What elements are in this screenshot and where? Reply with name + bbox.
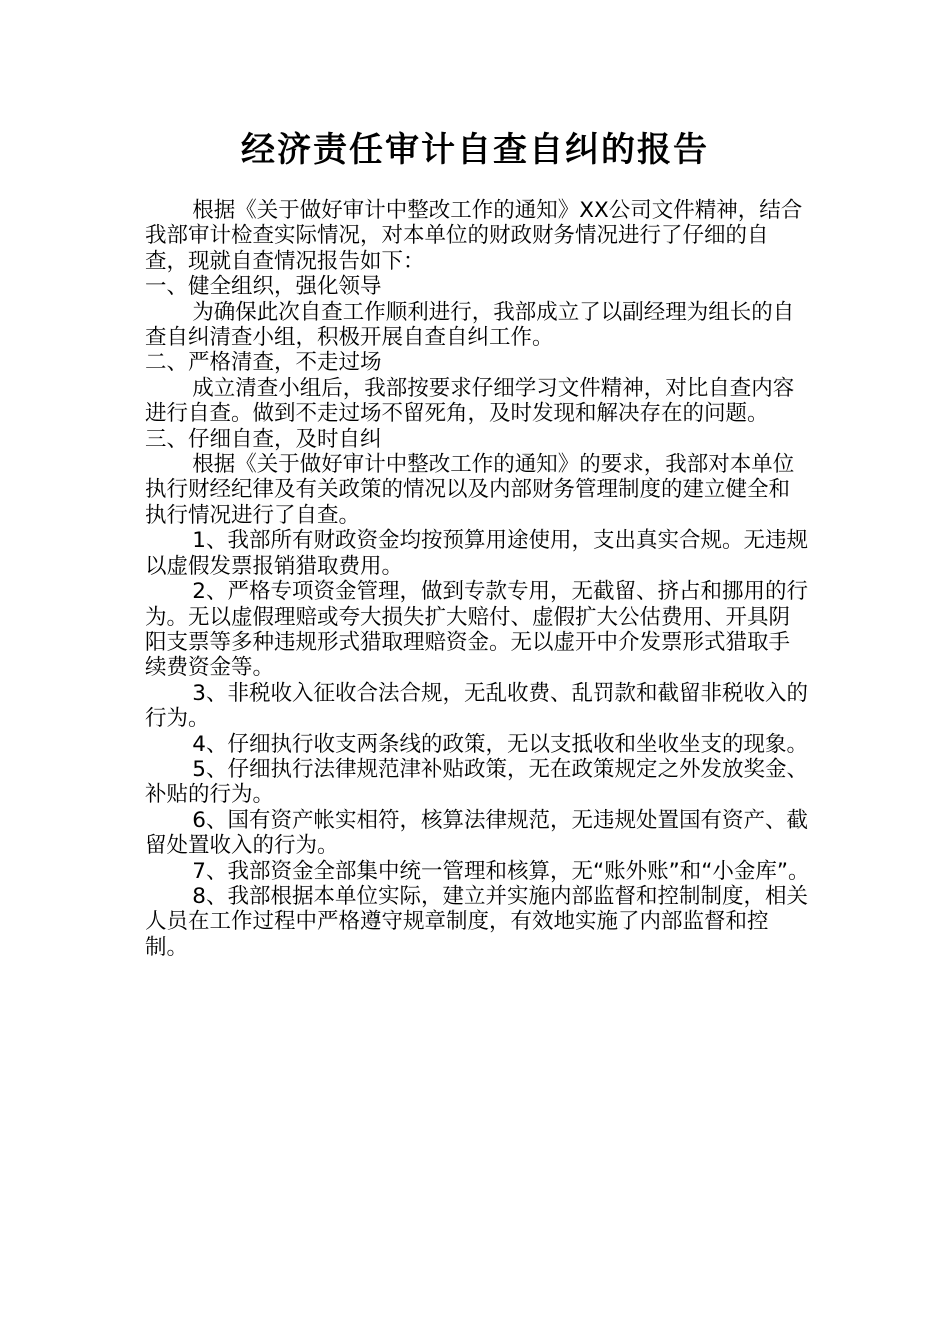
list-item-5: 5、仔细执行法律规范津补贴政策，无在政策规定之外发放奖金、补贴的行为。 xyxy=(145,756,808,808)
list-item-1: 1、我部所有财政资金均按预算用途使用，支出真实合规。无违规以虚假发票报销猎取费用。 xyxy=(145,528,808,579)
list-item-3: 3、非税收入征收合法合规，无乱收费、乱罚款和截留非税收入的行为。 xyxy=(145,680,808,732)
paragraph-section-1: 为确保此次自查工作顺利进行，我部成立了以副经理为组长的自查自纠清查小组，积极开展自查自纠工作。 xyxy=(145,299,795,351)
document-title: 经济责任审计自查自纠的报告 xyxy=(241,130,709,170)
document-body xyxy=(145,198,810,960)
list-item-2: 2、严格专项资金管理，做到专款专用，无截留、挤占和挪用的行为。无以虚假理赔或夸大损失扩大赔付、虚假扩大公估费用、开具阴阳支票等多种违规形式猎取理赔资金。无以虚开中介发票形式猎取手续费资金等。 xyxy=(145,579,808,681)
list-item-7: 7、我部资金全部集中统一管理和核算，无“账外账”和“小金库”。 xyxy=(192,858,810,884)
paragraph-intro: 根据《关于做好审计中整改工作的通知》XX公司文件精神，结合我部审计检查实际情况，对本单位的财政财务情况进行了仔细的自查，现就自查情况报告如下： xyxy=(145,198,803,274)
section-heading-1: 一、健全组织，强化领导 xyxy=(145,274,382,300)
section-heading-3: 三、仔细自查，及时自纠 xyxy=(145,426,382,452)
list-item-6: 6、国有资产帐实相符，核算法律规范，无违规处置国有资产、截留处置收入的行为。 xyxy=(145,807,808,859)
list-item-4: 4、仔细执行收支两条线的政策，无以支抵收和坐收坐支的现象。 xyxy=(192,731,808,757)
section-heading-2: 二、严格清查，不走过场 xyxy=(145,350,382,376)
paragraph-section-2: 成立清查小组后，我部按要求仔细学习文件精神，对比自查内容进行自查。做到不走过场不留死角，及时发现和解决存在的问题。 xyxy=(145,375,795,427)
list-item-8: 8、我部根据本单位实际，建立并实施内部监督和控制制度，相关人员在工作过程中严格遵守规章制度，有效地实施了内部监督和控制。 xyxy=(145,883,808,960)
paragraph-section-3: 根据《关于做好审计中整改工作的通知》的要求，我部对本单位执行财经纪律及有关政策的情况以及内部财务管理制度的建立健全和执行情况进行了自查。 xyxy=(145,452,795,528)
